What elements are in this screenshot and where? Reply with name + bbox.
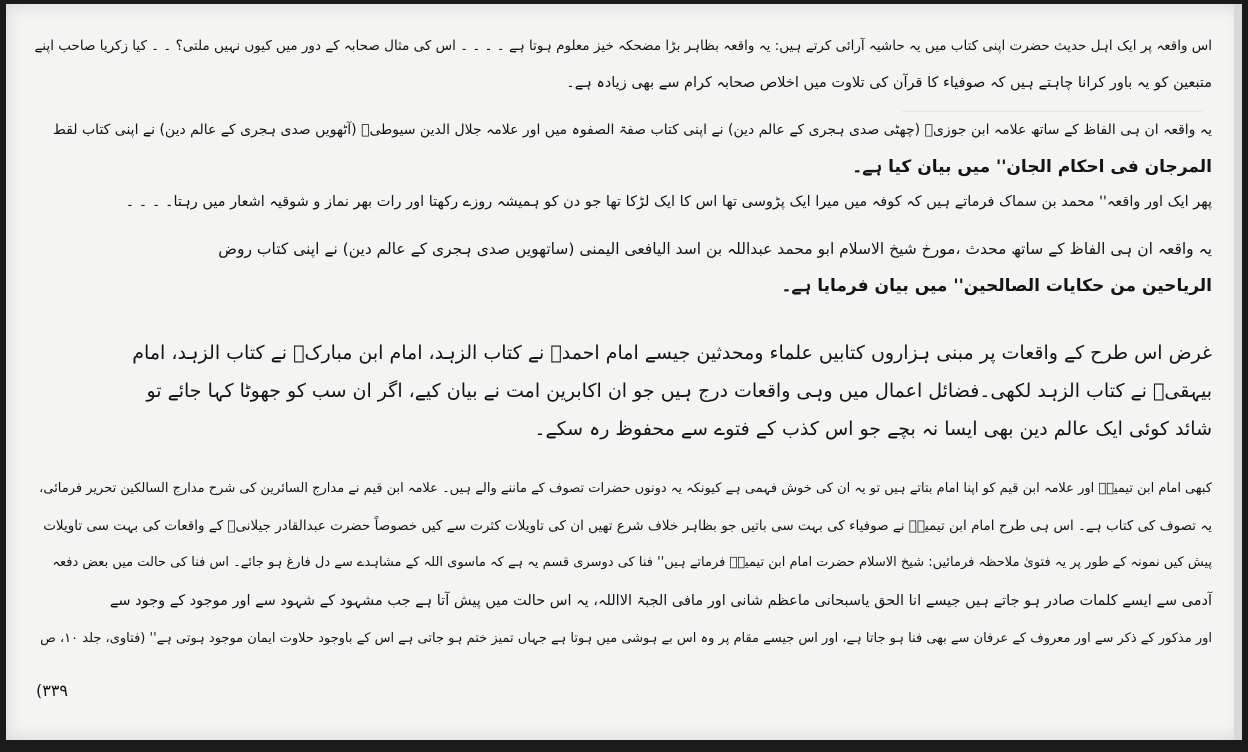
- paragraph-4-line-2: الریاحین من حکایات الصالحین'' میں بیان فرمایا ہے۔: [781, 276, 1212, 296]
- document-page: [6, 4, 1242, 740]
- paragraph-1-line-2: متبعین کو یہ باور کرانا چاہتے ہیں کہ صوفیاء کا قرآن کی تلاوت میں اخلاص صحابہ کرام سے بھی زیادہ ہے۔: [566, 75, 1212, 91]
- paragraph-3-line-1: پھر ایک اور واقعہ'' محمد بن سماک فرماتے ہیں کہ کوفہ میں میرا ایک پڑوسی تھا اس کا ایک لڑکا تھا جو دن کو ہمیشہ روزے رکھتا اور رات بھر نماز و شوقیہ اشعار میں رہتا۔ ۔ ۔ ۔: [125, 194, 1212, 210]
- paragraph-6-line-4: آدمی سے ایسے کلمات صادر ہو جاتے ہیں جیسے انا الحق یاسبحانی ماعظم شانی اور مافی الجبۃ الااللہ، یہ اس حالت میں پیش آتا ہے جب مشہود کے شہود سے اور موجود کے وجود سے: [109, 593, 1212, 609]
- bleed-through-text: ـــــــــــــــــــــــــــــــــــــــــــــــــــــــــــــــــــــــــ: [902, 100, 1202, 116]
- paragraph-6-line-1: کبھی امام ابن تیمیہؒ اور علامہ ابن قیم کو اپنا امام بتاتے ہیں تو یہ ان کی خوش فہمی ہے کیونکہ یہ دونوں حضرات تصوف کے ماننے والے ہیں۔ علامہ ابن قیم نے مدارج السائرین کی شرح مدارج السالکین تحریر فرمائی،: [39, 481, 1212, 496]
- page-number: (۳۳۹: [36, 681, 69, 700]
- paragraph-2-line-2: المرجان فی احکام الجان'' میں بیان کیا ہے۔: [852, 157, 1212, 177]
- paragraph-6-line-3: پیش کیں نمونہ کے طور پر یہ فتویٰ ملاحظہ فرمائیں: شیخ الاسلام حضرت امام ابن تیمیہؒ فرماتے ہیں'' فنا کی دوسری قسم یہ ہے کہ ماسوی اللہ کے مشاہدے سے دل فارغ ہو جائے۔ اس فنا کی حالت میں بعض دفعہ: [52, 555, 1212, 570]
- paragraph-6-line-5: اور مذکور کے ذکر سے اور معروف کے عرفان سے بھی فنا ہو جاتا ہے، اور اس جیسے مقام پر وہ اس بے ہوشی میں ہوتا ہے جہاں تمیز ختم ہو جاتی ہے اس کے باوجود حلاوت ایمان موجود ہوتی ہے'' (فتاوی، جلد ۱۰، ص: [40, 631, 1212, 646]
- paragraph-5-line-1: غرض اس طرح کے واقعات پر مبنی ہزاروں کتابیں علماء ومحدثین جیسے امام احمدؒ نے کتاب الزہد، امام ابن مبارکؒ نے کتاب الزہد، امام: [132, 342, 1212, 364]
- paragraph-5-line-3: شائد کوئی ایک عالم دین بھی ایسا نہ بچے جو اس کذب کے فتوے سے محفوظ رہ سکے۔: [534, 418, 1212, 440]
- paragraph-6-line-2: یہ تصوف کی کتاب ہے۔ اس ہی طرح امام ابن تیمیہؒ نے صوفیاء کی بہت سی باتیں جو بظاہر خلاف شرع تھیں ان کی تاویلات کثرت سے کیں خصوصاً حضرت عبدالقادر جیلانیؒ کے واقعات کی بہت سی تاویلات: [43, 518, 1212, 534]
- paragraph-5-line-2: بیہقیؒ نے کتاب الزہد لکھی۔فضائل اعمال میں وہی واقعات درج ہیں جو ان اکابرین امت نے بیان کیے، اگر ان سب کو جھوٹا کہا جائے تو: [146, 380, 1212, 402]
- paragraph-2-line-1: یہ واقعہ ان ہی الفاظ کے ساتھ علامہ ابن جوزیؒ (چھٹی صدی ہجری کے عالم دین) نے اپنی کتاب صفۃ الصفوہ میں اور علامہ جلال الدین سیوطیؒ (آٹھویں صدی ہجری کے عالم دین) نے اپنی کتاب لقط: [52, 122, 1212, 138]
- paragraph-4-line-1: یہ واقعہ ان ہی الفاظ کے ساتھ محدث ،مورخ شیخ الاسلام ابو محمد عبداللہ بن اسد الیافعی الیمنی (ساتھویں صدی ہجری کے عالم دین) نے اپنی کتاب روض: [218, 240, 1212, 258]
- paragraph-1-line-1: اس واقعہ پر ایک اہل حدیث حضرت اپنی کتاب میں یہ حاشیہ آرائی کرتے ہیں: یہ واقعہ بظاہر بڑا مضحکہ خیز معلوم ہوتا ہے ۔ ۔ ۔ ۔ اس کی مثال صحابہ کے دور میں کیوں نہیں ملتی؟ ۔ ۔ کیا زکریا صاحب اپنے: [34, 38, 1212, 54]
